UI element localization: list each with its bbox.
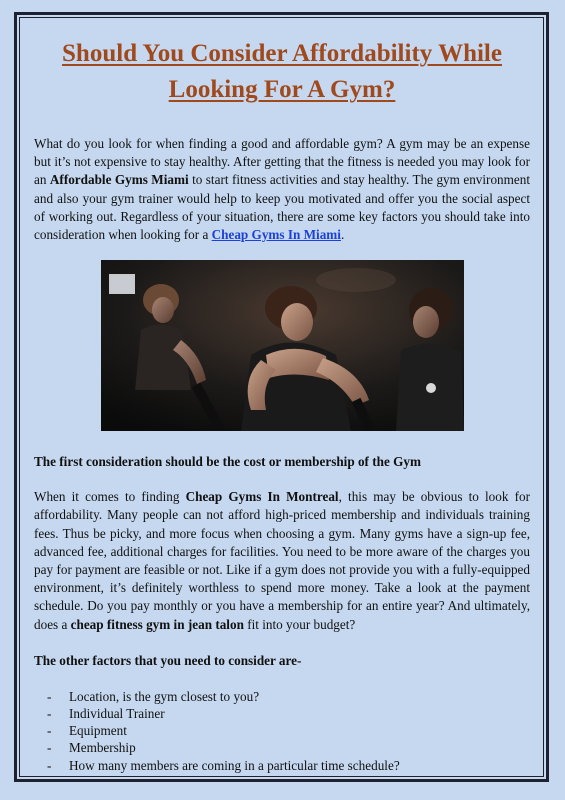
section1-paragraph xyxy=(34,488,530,634)
list-item-text: Membership xyxy=(69,740,136,756)
intro-bold-affordable-gyms: Affordable Gyms Miami xyxy=(49,172,189,188)
list-bullet: - xyxy=(47,757,52,773)
list-bullet: - xyxy=(47,706,52,722)
list-item-text: Equipment xyxy=(69,723,127,739)
list-item xyxy=(47,688,530,705)
list-bullet: - xyxy=(47,723,52,739)
section1-bold-jean-talon: cheap fitness gym in jean talon xyxy=(70,616,244,632)
list-item xyxy=(47,757,530,774)
intro-text-2: to start fitness activities and stay healthy. The gym environment and also your gym trainer would help to keep you motivated and offer you the social aspect of working out. Regardless of your situation, there are some key factors you should take into consideration when looking for a xyxy=(34,172,531,243)
list-bullet: - xyxy=(47,740,52,756)
section2-heading: The other factors that you need to consider are- xyxy=(34,652,302,668)
intro-paragraph xyxy=(34,135,530,244)
document-title: Should You Consider Affordability While Looking For A Gym? xyxy=(62,40,502,103)
intro-text-3: . xyxy=(340,227,345,243)
list-item-text: Individual Trainer xyxy=(69,706,165,722)
list-item xyxy=(47,739,530,756)
list-bullet: - xyxy=(47,688,52,704)
list-item xyxy=(47,722,530,739)
section1-bold-montreal: Cheap Gyms In Montreal xyxy=(185,489,339,505)
section1-text-3: fit into your budget? xyxy=(243,616,356,632)
gym-photo xyxy=(101,260,464,431)
cheap-gyms-miami-link[interactable]: Cheap Gyms In Miami xyxy=(211,227,341,243)
intro-text-1: What do you look for when finding a good and affordable gym? A gym may be an expense but it’s not expensive to stay healthy. After getting that the fitness is needed you may look for an xyxy=(34,136,530,188)
section1-text-1: When it comes to finding xyxy=(34,489,186,505)
list-item xyxy=(47,705,530,722)
list-item-text: Location, is the gym closest to you? xyxy=(69,688,260,704)
section1-text-2: , this may be obvious to look for affordability. Many people can not afford high-priced membership and individuals training fees. Thus be picky, and more focus when choosing a gym. Many gyms have a sign-up fee, advanced fee, additional charges for facilities. You need to be more aware of the charges you pay for payment are feasible or not. Like if a gym does not provide you with a fully-equipped environment, it’s definitely worthless to spend more money. Take a look at the payment schedule. Do you pay monthly or you have a membership for an entire year? And ultimately, does a xyxy=(34,489,530,632)
list-item-text: How many members are coming in a particular time schedule? xyxy=(69,757,400,773)
section1-heading: The first consideration should be the cost or membership of the Gym xyxy=(34,454,421,470)
document-content xyxy=(34,30,530,774)
factors-list xyxy=(34,688,530,774)
